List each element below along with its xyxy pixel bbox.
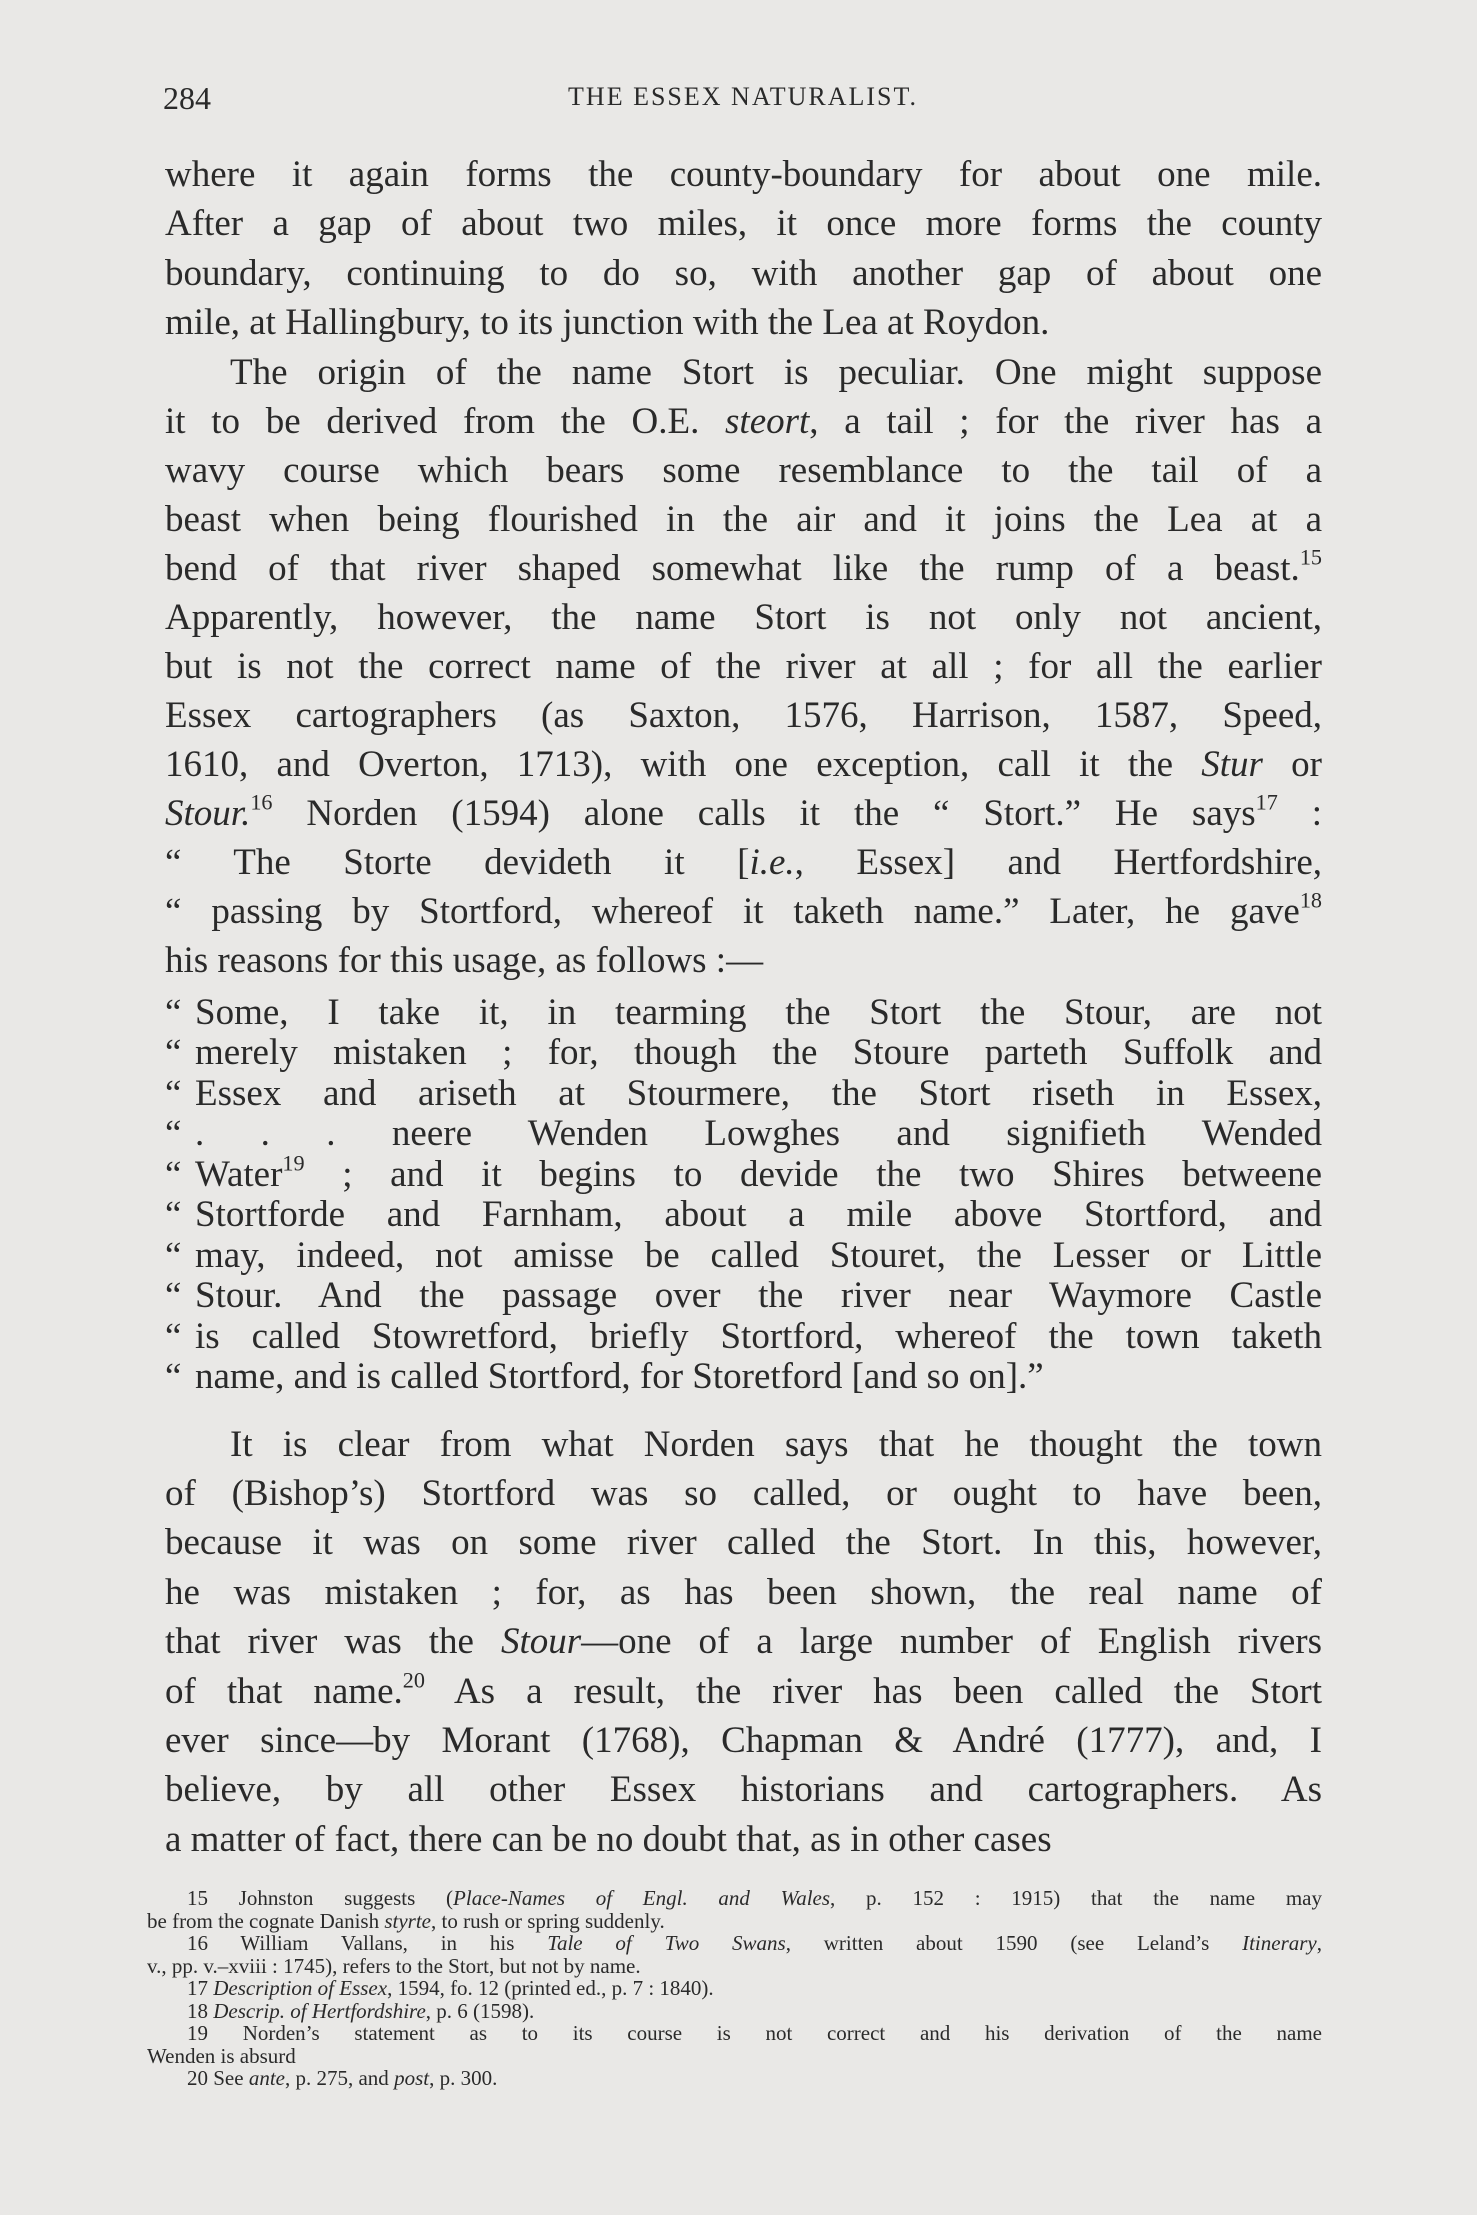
text-line: because it was on some river called the Stort. In this, however, (165, 1522, 1322, 1564)
text-line: beast when being flourished in the air and it joins the Lea at a (165, 498, 1322, 540)
paragraph-3 (165, 1420, 1322, 1865)
footnote-19-cont: Wenden is absurd (147, 2043, 296, 2068)
footnote-20: 20 See ante, p. 275, and post, p. 300. (187, 2066, 498, 2090)
text-line: but is not the correct name of the river at all ; for all the earlier (165, 645, 1322, 687)
quote-line: “ Water$^{19}$ ; and it begins to devide the two Shires betweene (165, 1150, 1322, 1195)
page-number: 284 (163, 80, 211, 116)
footnote-ref: 20 (402, 1666, 425, 1692)
footnote-16-cont: v., pp. v.–xviii : 1745), refers to the Stort, but not by name. (147, 1953, 641, 1978)
text-line: wavy course which bears some resemblance to the tail of a (165, 449, 1322, 491)
text-line: 1610, and Overton, 1713), with one exception, call it the Stur or (165, 743, 1322, 785)
block-quote (165, 993, 1322, 1398)
text-line: Essex cartographers (as Saxton, 1576, Harrison, 1587, Speed, (165, 694, 1322, 736)
running-head: THE ESSEX NATURALIST. (568, 82, 918, 111)
footnote-ref: 18 (1299, 887, 1322, 913)
text-line: “ The Storte devideth it [i.e., Essex] and Hertfordshire, (165, 841, 1323, 883)
text-line: bend of that river shaped somewhat like the rump of a beast.$^{15}$ (165, 544, 1322, 589)
main-text (165, 150, 1322, 1864)
footnote-ref: 15 (1299, 544, 1322, 570)
text-line: boundary, continuing to do so, with another gap of about one (165, 252, 1322, 294)
text-line: It is clear from what Norden says that he thought the town (230, 1423, 1322, 1465)
quote-line: “ Stour. And the passage over the river near Waymore Castle (165, 1275, 1322, 1317)
footnote-17: 17 Description of Essex, 1594, fo. 12 (printed ed., p. 7 : 1840). (187, 1976, 714, 2000)
paragraph-1 (165, 150, 1322, 348)
quote-line: “ . . . neere Wenden Lowghes and signifieth Wended (165, 1113, 1322, 1155)
text-line: his reasons for this usage, as follows :— (165, 939, 764, 981)
quote-line: “ name, and is called Stortford, for Storetford [and so on].” (165, 1356, 1044, 1398)
text-line: “ passing by Stortford, whereof it taketh name.” Later, he gave$^{18}$ (165, 887, 1322, 932)
quote-line: “ merely mistaken ; for, though the Stoure parteth Suffolk and (165, 1032, 1322, 1074)
page-header (163, 80, 1323, 120)
text-line: ever since—by Morant (1768), Chapman & André (1777), and, I (165, 1719, 1322, 1761)
text-line: where it again forms the county-boundary for about one mile. (165, 154, 1322, 195)
footnote-16: 16 William Vallans, in his Tale of Two Swans, written about 1590 (see Leland’s Itinerary, (187, 1931, 1322, 1955)
text-line: that river was the Stour—one of a large number of English rivers (165, 1621, 1323, 1663)
quote-line: “ Some, I take it, in tearming the Stort the Stour, are not (165, 991, 1322, 1033)
text-line: of (Bishop’s) Stortford was so called, or ought to have been, (165, 1472, 1322, 1514)
text-line: it to be derived from the O.E. steort, a tail ; for the river has a (165, 400, 1322, 442)
footnote-ref: 19 (282, 1150, 305, 1176)
text-line: After a gap of about two miles, it once more forms the county (165, 203, 1322, 245)
footnote-ref: 17 (1255, 789, 1278, 815)
quote-line: “ is called Stowretford, briefly Stortford, whereof the town taketh (165, 1315, 1322, 1357)
quote-line: “ may, indeed, not amisse be called Stouret, the Lesser or Little (165, 1234, 1322, 1276)
footnote-15: 15 Johnston suggests (Place-Names of Engl. and Wales, p. 152 : 1915) that the name may (187, 1886, 1322, 1910)
footnote-ref: 16 (250, 789, 273, 815)
footnote-15-cont: be from the cognate Danish styrte, to rush or spring suddenly. (147, 1908, 665, 1933)
text-line: of that name.$^{20}$ As a result, the river has been called the Stort (165, 1666, 1322, 1712)
quote-line: “ Essex and ariseth at Stourmere, the Stort riseth in Essex, (165, 1072, 1322, 1114)
text-line: a matter of fact, there can be no doubt that, as in other cases (165, 1818, 1052, 1860)
text-line: mile, at Hallingbury, to its junction with the Lea at Roydon. (165, 302, 1050, 344)
footnotes (147, 1887, 1322, 2090)
text-line: The origin of the name Stort is peculiar. One might suppose (230, 351, 1322, 393)
text-line: he was mistaken ; for, as has been shown, the real name of (165, 1571, 1322, 1613)
footnote-19: 19 Norden’s statement as to its course is not correct and his derivation of the name (187, 2021, 1322, 2045)
text-line: believe, by all other Essex historians and cartographers. As (165, 1769, 1322, 1811)
paragraph-2 (165, 348, 1322, 985)
footnote-18: 18 Descrip. of Hertfordshire, p. 6 (1598). (187, 1998, 535, 2023)
text-line: Stour.$^{16}$ Norden (1594) alone calls it the “ Stort.” He says$^{17}$ : (165, 789, 1322, 834)
italic-term: steort (725, 400, 810, 442)
text-line: Apparently, however, the name Stort is not only not ancient, (165, 596, 1322, 638)
quote-line: “ Stortforde and Farnham, about a mile above Stortford, and (165, 1194, 1322, 1236)
